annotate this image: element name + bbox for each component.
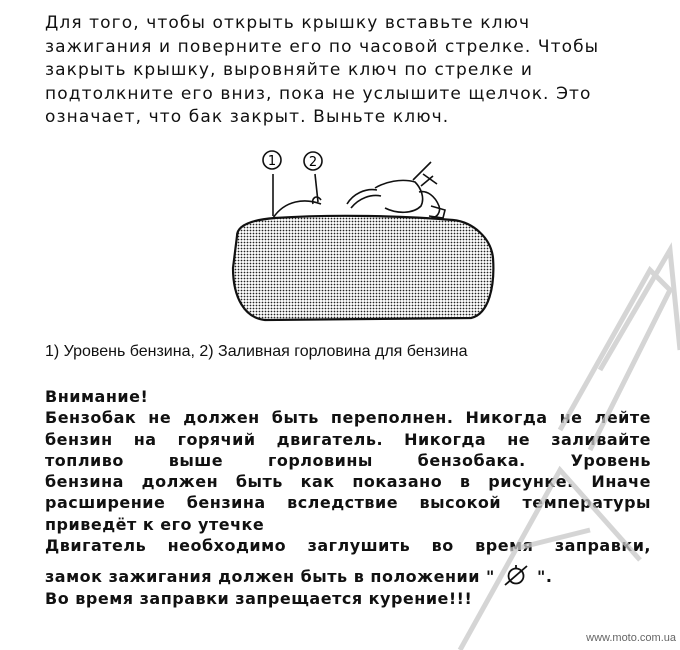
- fuel-tank-illustration: [225, 148, 525, 328]
- warning-line: приведёт к его утечке: [45, 514, 265, 534]
- warning-line-key-position: [45, 564, 651, 587]
- fuel-tank-body: [233, 216, 493, 320]
- figure-caption: 1) Уровень бензина, 2) Заливная горловина для бензина: [45, 343, 468, 360]
- warning-block: [45, 386, 651, 609]
- intro-line: закрыть крышку, выровняйте ключ по стрелке и: [45, 60, 534, 80]
- warning-line: расширение бензина вследствие высокой температуры: [45, 493, 651, 513]
- fuel-nozzle-icon: [347, 162, 445, 218]
- ignition-off-icon: [501, 564, 531, 586]
- intro-line: подтолкните его вниз, пока не услышите щелчок. Это: [45, 83, 592, 104]
- warning-no-smoking: Во время заправки запрещается курение!!!: [45, 588, 473, 608]
- warning-line: Бензобак не должен быть переполнен. Никогда не лейте: [45, 408, 651, 428]
- intro-text: [45, 12, 665, 130]
- callout-1-label: 1: [267, 154, 277, 169]
- warning-line: Двигатель необходимо заглушить во время заправки,: [45, 536, 651, 556]
- intro-line: означает, что бак закрыт. Выньте ключ.: [45, 107, 450, 127]
- warning-key-text: замок зажигания должен быть в положении ": [45, 567, 495, 587]
- intro-line: Для того, чтобы открыть крышку вставьте ключ: [45, 13, 531, 33]
- warning-line: бензин на горячий двигатель. Никогда не заливайте: [45, 429, 651, 449]
- warning-line: топливо выше горловины бензобака. Уровень: [45, 450, 651, 470]
- callout-2-label: 2: [308, 155, 318, 170]
- warning-line: бензина должен быть как показано в рисунке. Иначе: [45, 472, 651, 492]
- warning-title: Внимание!: [45, 387, 149, 406]
- warning-key-text-end: ".: [536, 567, 553, 587]
- site-credit: www.moto.com.ua: [586, 632, 676, 644]
- intro-line: зажигания и поверните его по часовой стрелке. Чтобы: [45, 36, 600, 57]
